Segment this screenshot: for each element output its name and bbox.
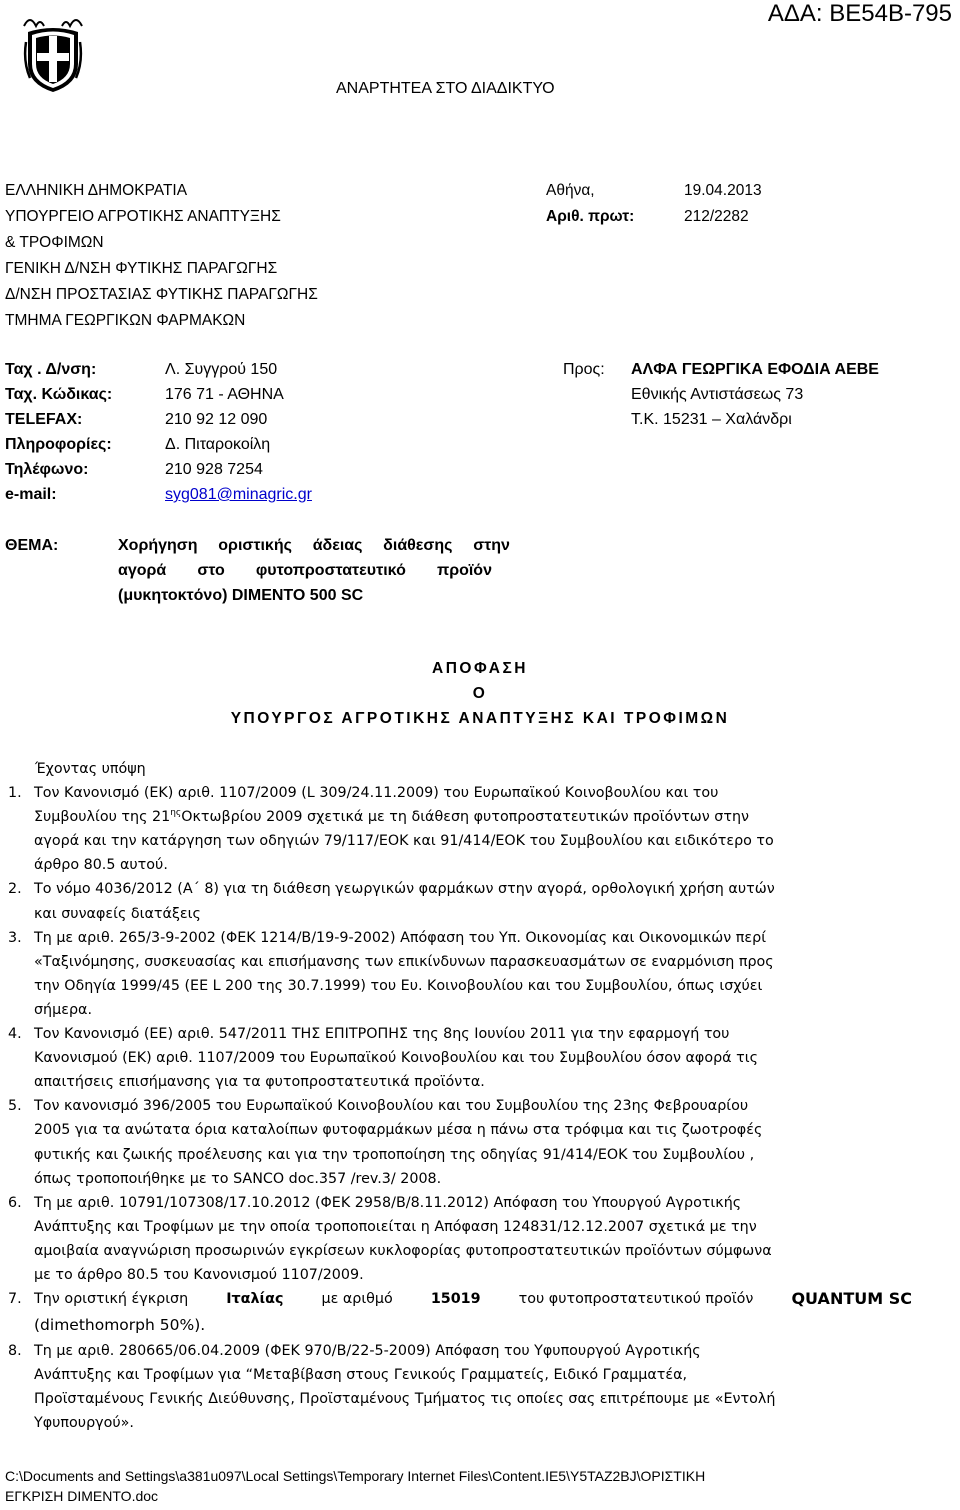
item-text: Την οριστική έγκριση [34,1291,189,1308]
contact-block [5,357,112,507]
item-text: όπως τροποποιήθηκε με το SANCO doc.357 /rev.3/ 2008. [34,1170,442,1187]
subject-word: στην [473,537,510,554]
item-text: (dimethomorph 50%). [34,1316,206,1335]
doc-date: 19.04.2013 [684,182,762,199]
item-number: 2. [8,881,22,898]
subject-word: στο [197,562,225,579]
item-number: 3. [8,929,22,946]
item-number: 8. [8,1343,22,1360]
subject-label: ΘΕΜΑ: [5,537,59,554]
subject-word: Χορήγηση [118,537,198,554]
item-superscript: ης [170,808,182,819]
item-number: 6. [8,1194,22,1211]
subject-text [118,533,510,608]
file-path-line: ΕΓΚΡΙΣΗ DIMENTO.doc [5,1488,159,1504]
contact-label: Πληροφορίες: [5,436,112,453]
sender-line: & ΤΡΟΦΙΜΩΝ [5,234,104,251]
file-path-footer [5,1466,705,1506]
decision-title: ΑΠΟΦΑΣΗ [432,660,528,677]
item-text: Ανάπτυξης και Τροφίμων με την οποία τροποποιείται η Απόφαση 124831/12.12.2007 σχετικά με την [34,1218,757,1235]
contact-value: Δ. Πιταροκοίλη [165,436,271,453]
item-text-bold: Ιταλίας [226,1291,284,1308]
item-text: Το νόμο 4036/2012 (Α΄ 8) για τη διάθεση γεωργικών φαρμάκων στην αγορά, ορθολογική χρήση αυτών [34,881,775,898]
decision-article: Ο [472,685,488,702]
item-text-bold: 15019 [430,1291,481,1308]
item-text: αμοιβαία αναγνώριση προσωρινών εγκρίσεων κυκλοφορίας φυτοπροστατευτικών προϊόντων σύμφωνα [34,1242,772,1259]
recipient-city: Τ.Κ. 15231 – Χαλάνδρι [631,411,792,428]
item-text: και συναφείς διατάξεις [34,905,201,922]
subject-word: οριστικής [218,537,292,554]
sender-line: ΓΕΝΙΚΗ Δ/ΝΣΗ ΦΥΤΙΚΗΣ ΠΑΡΑΓΩΓΗΣ [5,260,278,277]
recipient-block [631,357,879,432]
email-link[interactable]: syg081@minagric.gr [165,486,312,503]
publication-notice: ΑΝΑΡΤΗΤΕΑ ΣΤΟ ΔΙΑΔΙΚΤΥΟ [336,80,555,97]
considerations-list [8,757,912,1435]
item-text: Τον κανονισμό 396/2005 του Ευρωπαϊκού Κοινοβουλίου και του Συμβουλίου της 23ης Φεβρουαρίου [34,1098,749,1115]
item-text: την Οδηγία 1999/45 (ΕΕ L 200 της 30.7.1999) του Ευ. Κοινοβουλίου και του Συμβουλίου, όπως ισχύει [34,977,763,994]
contact-value: 210 92 12 090 [165,411,268,428]
recipient-label: Προς: [563,361,605,378]
protocol-label: Αριθ. πρωτ: [546,208,635,225]
place-label: Αθήνα, [546,182,595,199]
recipient-street: Εθνικής Αντιστάσεως 73 [631,386,804,403]
contact-label: Ταχ . Δ/νση: [5,361,97,378]
item-number: 5. [8,1098,22,1115]
preamble: Έχοντας υπόψη [35,761,146,777]
item-text: Οκτωβρίου 2009 σχετικά με τη διάθεση φυτοπροστατευτικών προϊόντων στην [181,809,750,826]
item-text: Τη με αριθ. 280665/06.04.2009 (ΦΕΚ 970/Β/22-5-2009) Απόφαση του Υφυπουργού Αγροτικής [34,1343,701,1360]
item-text-bold: QUANTUM SC [791,1289,912,1309]
subject-word: αγορά [118,562,167,579]
contact-label: Ταχ. Κώδικας: [5,386,113,403]
contact-label: TELEFAX: [5,411,83,428]
contact-value: 176 71 - ΑΘΗΝΑ [165,386,284,403]
item-text: Ανάπτυξης και Τροφίμων για “Μεταβίβαση στους Γενικούς Γραμματείς, Ειδικό Γραμματέα, [34,1367,688,1384]
sender-block [5,178,318,334]
item-text: Υφυπουργού». [34,1415,134,1432]
protocol-number: 212/2282 [684,208,749,225]
contact-label: Τηλέφωνο: [5,461,89,478]
item-text: «Ταξινόμησης, συσκευασίας και επισήμανσης των επικίνδυνων παρασκευασμάτων σε εναρμόνιση προς [34,953,774,970]
subject-word: φυτοπροστατευτικό [255,562,406,579]
item-text: με αριθμό [321,1291,393,1308]
ada-code: ΑΔΑ: ΒΕ54Β-795 [767,0,952,27]
item-text: σήμερα. [34,1001,92,1018]
item-number: 7. [8,1291,22,1308]
contact-value: 210 928 7254 [165,461,263,478]
item-text: Τη με αριθ. 265/3-9-2002 (ΦΕΚ 1214/Β/19-9-2002) Απόφαση του Υπ. Οικονομίας και Οικονομικών περί [34,929,767,946]
item-text: άρθρο 80.5 αυτού. [34,857,168,874]
greek-coat-of-arms-icon [22,12,84,96]
item-text: Προϊσταμένους Γενικής Διεύθυνσης, Προϊσταμένους Τμήματος τις οποίες σας επιτρέπουμε με «Εντολή [34,1391,776,1408]
item-number: 4. [8,1026,22,1043]
item-text: 2005 για τα ανώτατα όρια καταλοίπων φυτοφαρμάκων μέσα η πάνω στα τρόφιμα και τις ζωοτροφές [34,1122,763,1139]
contact-values [165,357,312,507]
sender-line: ΥΠΟΥΡΓΕΙΟ ΑΓΡΟΤΙΚΗΣ ΑΝΑΠΤΥΞΗΣ [5,208,281,225]
item-text: με το άρθρο 80.5 του Κανονισμού 1107/2009. [34,1266,364,1283]
item-text: απαιτήσεις επισήμανσης για τα φυτοπροστατευτικά προϊόντα. [34,1074,485,1091]
item-text: Κανονισμού (ΕΚ) αριθ. 1107/2009 του Ευρωπαϊκού Κοινοβουλίου και του Συμβουλίου όσον αφορά τις [34,1050,758,1067]
subject-word: προϊόν [436,562,492,579]
subject-word: άδειας [312,537,363,554]
contact-label: e-mail: [5,486,57,503]
decision-minister: ΥΠΟΥΡΓΟΣ ΑΓΡΟΤΙΚΗΣ ΑΝΑΠΤΥΞΗΣ ΚΑΙ ΤΡΟΦΙΜΩΝ [230,710,730,727]
sender-line: ΤΜΗΜΑ ΓΕΩΡΓΙΚΩΝ ΦΑΡΜΑΚΩΝ [5,312,246,329]
item-text: Τη με αριθ. 10791/107308/17.10.2012 (ΦΕΚ 2958/Β/8.11.2012) Απόφαση του Υπουργού Αγροτικής [34,1194,742,1211]
item-text: Τον Κανονισμό (ΕΕ) αριθ. 547/2011 ΤΗΣ ΕΠΙΤΡΟΠΗΣ της 8ης Ιουνίου 2011 για την εφαρμογή του [34,1026,730,1043]
contact-value: Λ. Συγγρού 150 [165,361,278,378]
date-block [546,178,762,230]
item-text: Τον Κανονισμό (ΕΚ) αριθ. 1107/2009 (L 309/24.11.2009) του Ευρωπαϊκού Κοινοβουλίου και του [34,785,719,802]
sender-line: Δ/ΝΣΗ ΠΡΟΣΤΑΣΙΑΣ ΦΥΤΙΚΗΣ ΠΑΡΑΓΩΓΗΣ [5,286,318,303]
subject-word: διάθεσης [383,537,453,554]
sender-line: ΕΛΛΗΝΙΚΗ ΔΗΜΟΚΡΑΤΙΑ [5,182,188,199]
item-text: φυτικής και ζωικής προέλευσης και για την τροποποίηση της οδηγίας 91/414/ΕΟΚ του Συμβουλίου , [34,1146,755,1163]
item-text: του φυτοπροστατευτικού προϊόν [518,1291,754,1308]
recipient-name: ΑΛΦΑ ΓΕΩΡΓΙΚΑ ΕΦΟΔΙΑ ΑΕΒΕ [631,361,879,378]
item-number: 1. [8,785,22,802]
subject-line: (μυκητοκτόνο) DIMENTO 500 SC [118,587,364,604]
item-text: αγορά και την κατάργηση των οδηγιών 79/117/ΕΟΚ και 91/414/ΕΟΚ του Συμβουλίου και ειδικότερο το [34,833,774,850]
item-text: Συμβουλίου της 21 [34,809,171,826]
file-path-line: C:\Documents and Settings\a381u097\Local Settings\Temporary Internet Files\Content.IE5\Y5TAZ2BJ\ΟΡΙΣΤΙΚΗ [5,1468,706,1484]
